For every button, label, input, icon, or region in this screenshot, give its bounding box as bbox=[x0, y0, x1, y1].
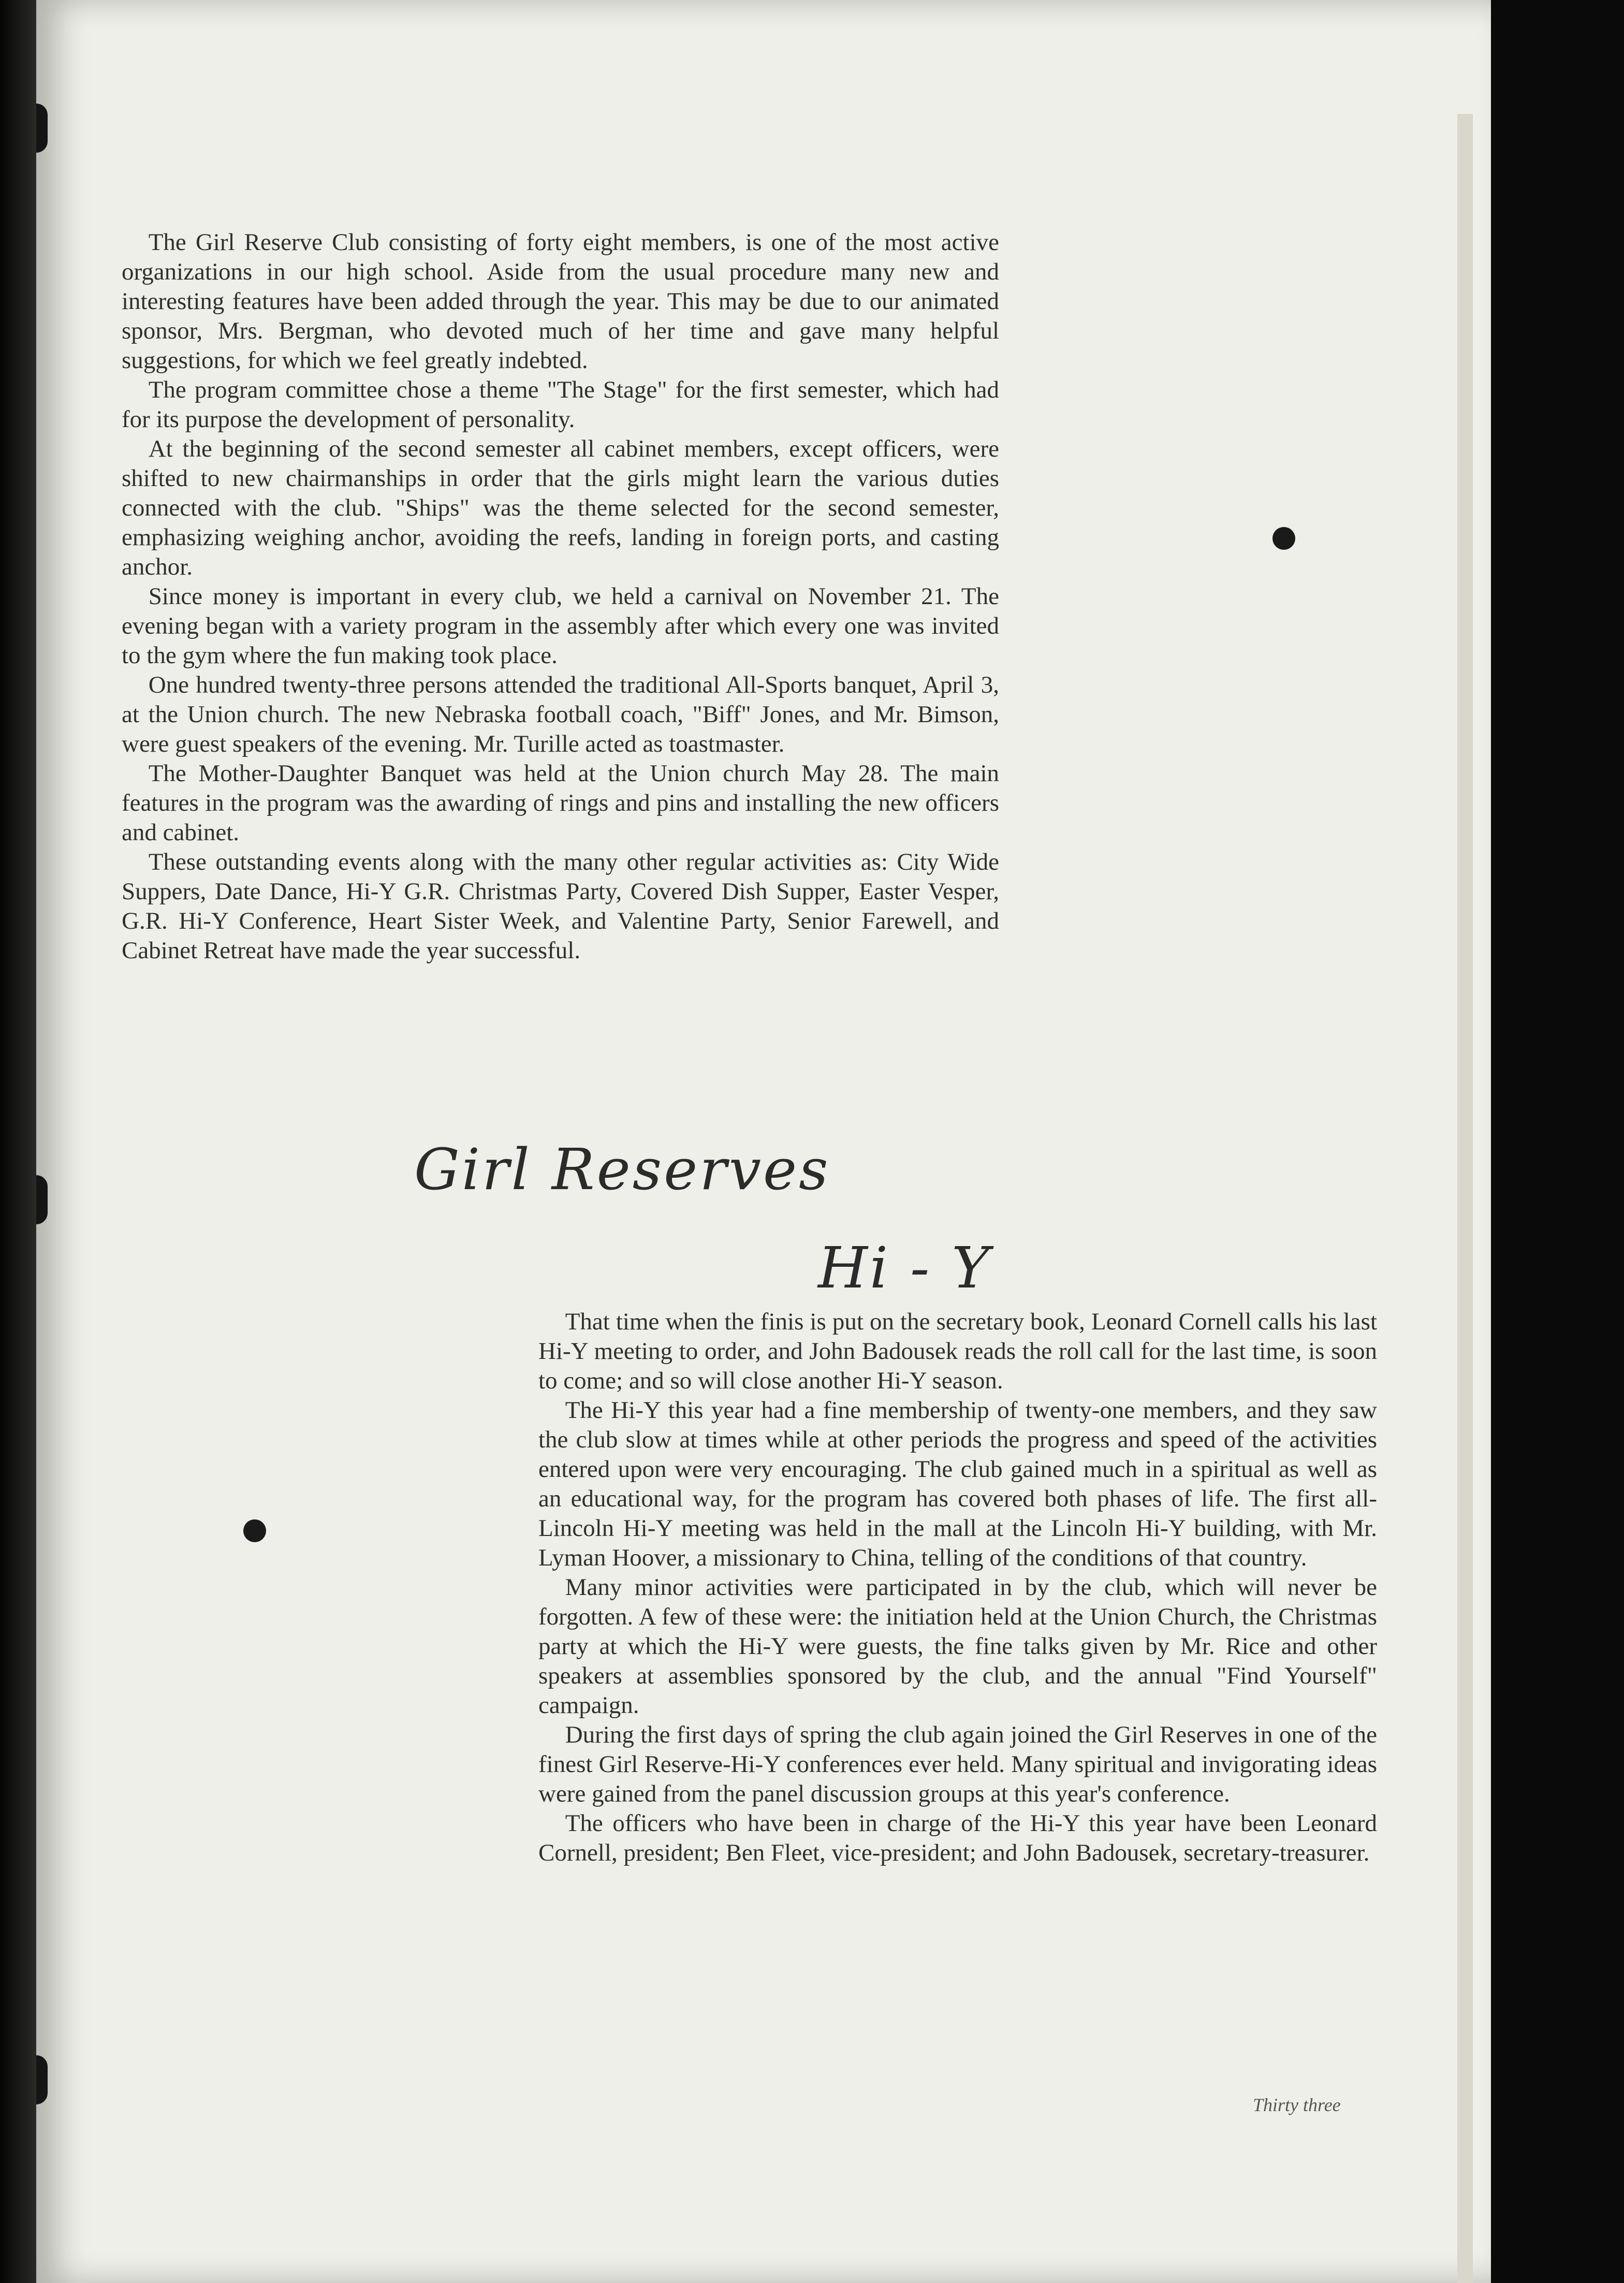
gr-paragraph: At the beginning of the second semester all cabinet members, except officers, were shifted to new chairmanships in order that the girls might learn the various duties connected with the club. "Ships" was the theme selected for the second semester, emphasizing weighing anchor, avoiding the reefs, landing in foreign ports, and casting anchor. bbox=[122, 435, 999, 580]
binding-ring bbox=[36, 104, 48, 153]
page-number: Thirty three bbox=[1253, 2095, 1341, 2115]
gr-paragraph: Since money is important in every club, we held a carnival on November 21. The evening began with a variety program in the assembly after which every one was invited to the gym where the fun making took place. bbox=[122, 583, 999, 669]
page-edge bbox=[1457, 114, 1473, 2283]
hy-paragraph: The Hi-Y this year had a fine membership of twenty-one members, and they saw the club slow at times while at other periods the progress and speed of the activities entered upon were very encouraging. The club gained much in a spiritual as well as an educational way, for the program has covered both phases of life. The first all-Lincoln Hi-Y meeting was held in the mall at the Lincoln Hi-Y building, with Mr. Lyman Hoover, a missionary to China, telling of the conditions of that country. bbox=[538, 1397, 1377, 1571]
punch-hole bbox=[1272, 527, 1295, 550]
binding-gutter bbox=[0, 0, 36, 2283]
hy-paragraph: Many minor activities were participated in by the club, which will never be forgotten. A few of these were: the initiation held at the Union Church, the Christmas party at which the Hi-Y were guests, the fine talks given by Mr. Rice and other speakers at assemblies sponsored by the club, and the annual "Find Yourself" campaign. bbox=[538, 1574, 1377, 1719]
gr-paragraph: One hundred twenty-three persons attended the traditional All-Sports banquet, April 3, at the Union church. The new Nebraska football coach, "Biff" Jones, and Mr. Bimson, were guest speakers of the evening. Mr. Turille acted as toastmaster. bbox=[122, 671, 999, 757]
gr-paragraph: The Girl Reserve Club consisting of forty eight members, is one of the most active organizations in our high school. Aside from the usual procedure many new and interesting features have been added through the year. This may be due to our animated sponsor, Mrs. Bergman, who devoted much of her time and gave many helpful suggestions, for which we feel greatly indebted. bbox=[122, 229, 999, 374]
girl-reserves-article bbox=[122, 228, 999, 965]
hy-paragraph: The officers who have been in charge of the Hi-Y this year have been Leonard Cornell, president; Ben Fleet, vice-president; and John Badousek, secretary-treasurer. bbox=[538, 1810, 1377, 1866]
girl-reserves-heading: Girl Reserves bbox=[414, 1136, 830, 1203]
punch-hole bbox=[243, 1519, 266, 1542]
gr-paragraph: The program committee chose a theme "The Stage" for the first semester, which had for its purpose the development of personality. bbox=[122, 376, 999, 433]
gr-paragraph: These outstanding events along with the many other regular activities as: City Wide Suppers, Date Dance, Hi-Y G.R. Christmas Party, Covered Dish Supper, Easter Vesper, G.R. Hi-Y Conference, Heart Sister Week, and Valentine Party, Senior Farewell, and Cabinet Retreat have made the year successful. bbox=[122, 848, 999, 964]
hi-y-article bbox=[538, 1307, 1377, 1868]
binding-ring bbox=[36, 2055, 48, 2104]
hy-paragraph: That time when the finis is put on the secretary book, Leonard Cornell calls his last Hi-Y meeting to order, and John Badousek reads the roll call for the last time, is soon to come; and so will close another Hi-Y season. bbox=[538, 1308, 1377, 1394]
hy-paragraph: During the first days of spring the club again joined the Girl Reserves in one of the finest Girl Reserve-Hi-Y conferences ever held. Many spiritual and invigorating ideas were gained from the panel discussion groups at this year's conference. bbox=[538, 1721, 1377, 1807]
hi-y-heading: Hi - Y bbox=[818, 1235, 991, 1301]
binding-ring bbox=[36, 1175, 48, 1224]
gr-paragraph: The Mother-Daughter Banquet was held at the Union church May 28. The main features in the program was the awarding of rings and pins and installing the new officers and cabinet. bbox=[122, 760, 999, 846]
